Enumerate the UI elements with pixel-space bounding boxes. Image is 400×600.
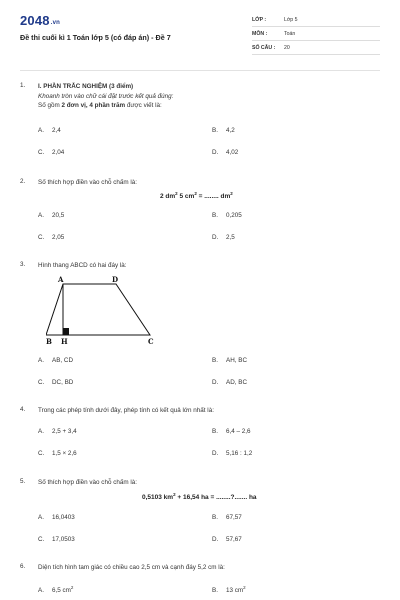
math-expression: 0,5103 $km^2 + 16,54$ ha = ........?....... ha <box>142 492 257 502</box>
question-number: 4. <box>20 406 26 413</box>
meta-class-value: Lớp 5 <box>284 17 298 23</box>
meta-class <box>252 15 380 27</box>
label-c: C <box>148 337 154 346</box>
question-text <box>38 82 378 111</box>
question-number: 3. <box>20 261 26 268</box>
label-h: H <box>61 337 68 346</box>
option-d[interactable]: D. AD, BC <box>212 379 247 386</box>
option-d[interactable]: D. 57,67 <box>212 536 242 543</box>
page-header <box>0 0 400 70</box>
question-text: Trong các phép tính dưới đây, phép tính có kết quả lớn nhất là: <box>38 407 214 414</box>
option-b[interactable]: B. 67,57 <box>212 514 242 521</box>
option-b[interactable]: B. 4,2 <box>212 127 235 134</box>
header-divider <box>20 70 380 71</box>
option-b[interactable]: B. AH, BC <box>212 357 247 364</box>
meta-subject-label: MÔN : <box>252 31 268 37</box>
option-c[interactable]: C. 1,5 × 2,6 <box>38 450 77 457</box>
site-logo[interactable]: 2048.vn <box>20 13 61 28</box>
label-a: A <box>58 276 64 284</box>
question-text: Số thích hợp điền vào chỗ chấm là: <box>38 479 137 486</box>
section-title: I. PHẦN TRẮC NGHIỆM (3 điểm) <box>38 83 134 90</box>
label-b: B <box>46 337 52 346</box>
option-c[interactable]: C. 2,04 <box>38 149 65 156</box>
option-a[interactable]: A. 2,4 <box>38 127 61 134</box>
meta-count-label: SỐ CÂU : <box>252 45 276 51</box>
meta-count <box>252 43 380 55</box>
question-number: 5. <box>20 478 26 485</box>
option-a[interactable]: A. 2,5 + 3,4 <box>38 428 77 435</box>
question-text: Hình thang ABCD có hai đáy là: <box>38 262 127 269</box>
option-d[interactable]: D. 5,16 : 1,2 <box>212 450 253 457</box>
meta-count-value: 20 <box>284 45 290 51</box>
option-a[interactable]: A. 6,5 $cm^2$ <box>38 585 74 595</box>
option-b[interactable]: B. 0,205 <box>212 212 242 219</box>
instruction-text: Khoanh tròn vào chữ cái đặt trước kết quả đúng: <box>38 92 174 100</box>
option-b[interactable]: B. 6,4 – 2,6 <box>212 428 251 435</box>
question-number: 6. <box>20 563 26 570</box>
option-a[interactable]: A. 16,0403 <box>38 514 75 521</box>
question-number: 1. <box>20 82 26 89</box>
option-d[interactable]: D. 4,02 <box>212 149 239 156</box>
meta-subject-value: Toán <box>284 31 296 37</box>
question-number: 2. <box>20 178 26 185</box>
option-c[interactable]: C. 2,05 <box>38 234 65 241</box>
option-b[interactable]: B. 13 $cm^2$ <box>212 585 246 595</box>
math-expression: 2 $dm^2$ 5 $cm^2$ = ........ $dm^2$ <box>160 191 233 201</box>
trapezoid-abcd <box>46 284 150 335</box>
option-d[interactable]: D. 2,5 <box>212 234 235 241</box>
question-text: Diện tích hình tam giác có chiều cao 2,5 cm và cạnh đáy 5,2 cm là: <box>38 564 225 571</box>
question-body: Số gồm 2 đơn vị, 4 phần trăm được viết là: <box>38 102 162 109</box>
option-a[interactable]: A. 20,5 <box>38 212 65 219</box>
question-text: Số thích hợp điền vào chỗ chấm là: <box>38 179 137 186</box>
page-title: Đề thi cuối kì 1 Toán lớp 5 (có đáp án) - Đề 7 <box>20 33 171 42</box>
meta-subject <box>252 29 380 41</box>
trapezoid-figure <box>46 276 166 346</box>
meta-class-label: LỚP : <box>252 17 267 23</box>
option-c[interactable]: C. DC, BD <box>38 379 74 386</box>
label-d: D <box>112 276 119 284</box>
option-c[interactable]: C. 17,0503 <box>38 536 75 543</box>
option-a[interactable]: A. AB, CD <box>38 357 73 364</box>
right-angle-marker <box>63 328 69 335</box>
